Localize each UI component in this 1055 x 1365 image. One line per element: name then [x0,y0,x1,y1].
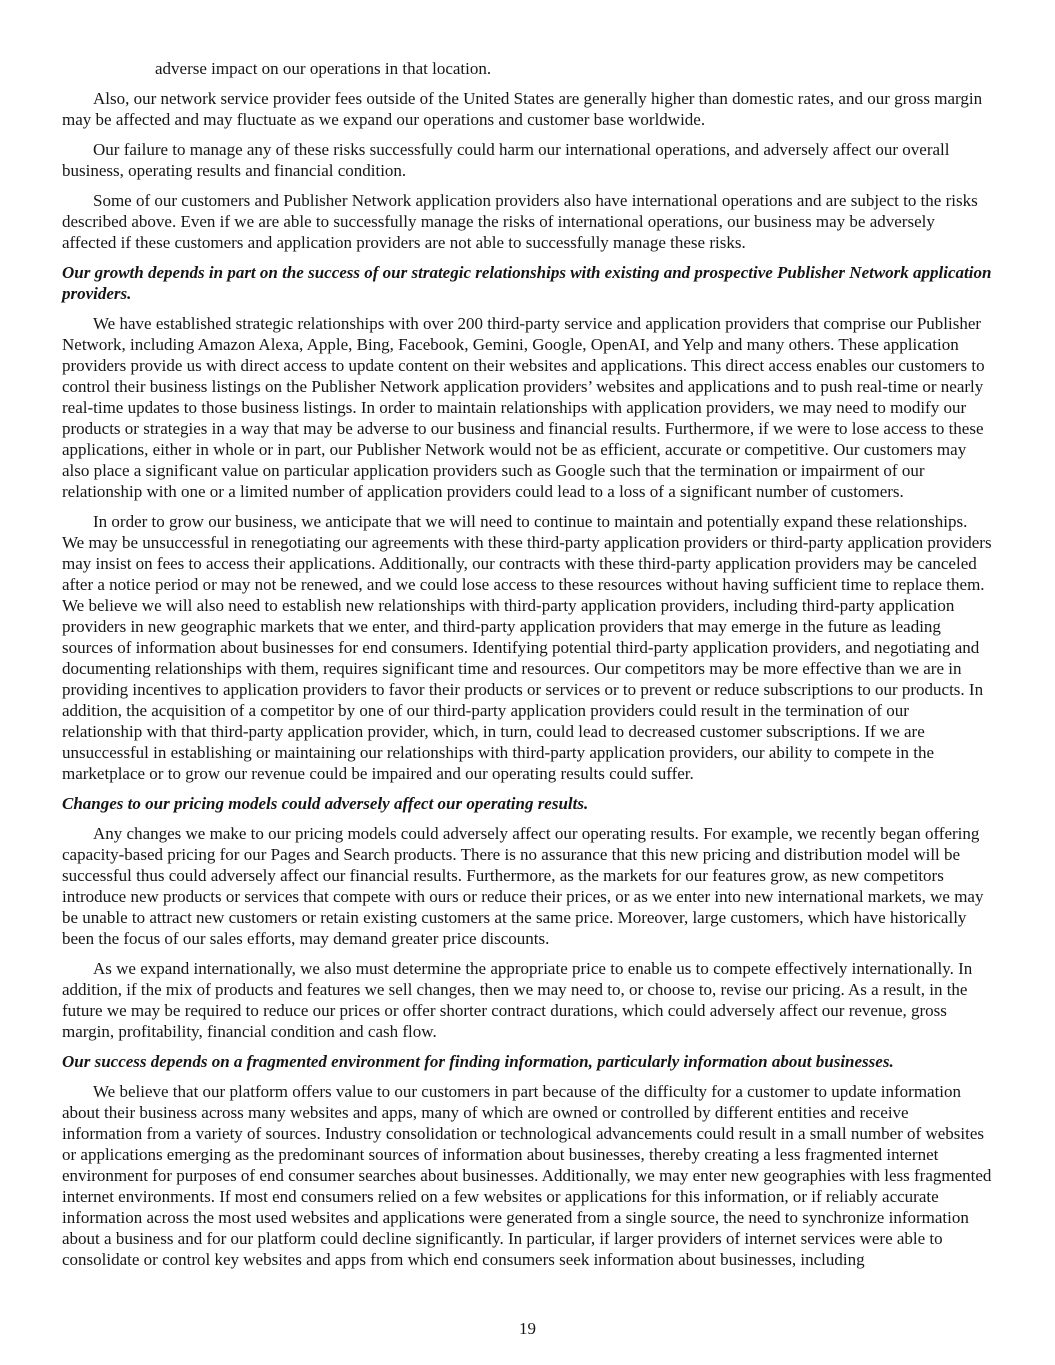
heading-growth-publisher-network: Our growth depends in part on the success of our strategic relationships with existing and prospective Publisher Network application providers. [62,263,992,303]
para-grow-business-relationships: In order to grow our business, we anticipate that we will need to continue to maintain and potentially expand these relationships. We may be unsuccessful in renegotiating our agreements with these third-party application providers or third-party application providers may insist on fees to access their applications. Additionally, our contracts with these third-party application providers may be canceled after a notice period or may not be renewed, and we could lose access to these resources without having sufficient time to replace them. We believe we will also need to establish new relationships with third-party application providers, including third-party application providers in new geographic markets that we enter, and third-party application providers that may emerge in the future as leading sources of information about businesses for end consumers. Identifying potential third-party application providers, and negotiating and documenting relationships with them, requires significant time and resources. Our competitors may be more effective than we are in providing incentives to application providers to favor their products or services or to prevent or reduce subscriptions to our products. In addition, the acquisition of a competitor by one of our third-party application providers could result in the termination of our relationship with that third-party application provider, which, in turn, could lead to decreased customer subscriptions. If we are unsuccessful in establishing or maintaining our relationships with third-party application providers, our ability to compete in the marketplace or to grow our revenue could be impaired and our operating results could suffer. [62,512,992,783]
para-intl-provider-fees: Also, our network service provider fees outside of the United States are generally higher than domestic rates, and our gross margin may be affected and may fluctuate as we expand our operations and customer base worldwide. [62,89,983,129]
para-failure-to-manage-risks: Our failure to manage any of these risks successfully could harm our international operations, and adversely affect our overall business, operating results and financial condition. [62,140,950,180]
para-pricing-changes: Any changes we make to our pricing models could adversely affect our operating results. For example, we recently began offering capacity-based pricing for our Pages and Search products. There is no assurance that this new pricing and distribution model will be successful thus could adversely affect our financial results. Furthermore, as the markets for our features grow, as new competitors introduce new products or services that compete with ours or reduce their prices, or as we enter into new international markets, we may be unable to attract new customers or retain existing customers at the same price. Moreover, large customers, which have historically been the focus of our sales efforts, may demand greater price discounts. [62,824,984,948]
para-expand-internationally: As we expand internationally, we also must determine the appropriate price to enable us to compete effectively internationally. In addition, if the mix of products and features we sell changes, then we may need to, or choose to, revise our pricing. As a result, in the future we may be required to reduce our prices or offer shorter contract durations, which could adversely affect our revenue, gross margin, profitability, financial condition and cash flow. [62,959,973,1041]
para-customers-intl-operations: Some of our customers and Publisher Network application providers also have international operations and are subject to the risks described above. Even if we are able to successfully manage the risks of international operations, our business may be adversely affected if these customers and application providers are not able to successfully manage these risks. [62,191,978,252]
para-strategic-relationships: We have established strategic relationships with over 200 third-party service and application providers that comprise our Publisher Network, including Amazon Alexa, Apple, Bing, Facebook, Gemini, Google, OpenAI, and Yelp and many others. These application providers provide us with direct access to update content on their websites and applications. This direct access enables our customers to control their business listings on the Publisher Network application providers’ websites and applications and to push real-time or nearly real-time updates to those business listings. In order to maintain relationships with application providers, we may need to modify our products or strategies in a way that may be adverse to our business and financial results. Furthermore, if we were to lose access to these applications, either in whole or in part, our Publisher Network would not be as efficient, accurate or competitive. Our customers may also place a significant value on particular application providers such as Google such that the termination or impairment of our relationship with one or a limited number of application providers could lead to a loss of a significant number of customers. [62,314,985,501]
para-platform-value-fragmentation: We believe that our platform offers value to our customers in part because of the difficulty for a customer to update information about their business across many websites and apps, many of which are owned or controlled by different entities and receive information from a variety of sources. Industry consolidation or technological advancements could result in a small number of websites or applications emerging as the predominant sources of information about businesses, thereby creating a less fragmented internet environment for purposes of end consumer searches about businesses. Additionally, we may enter new geographies with less fragmented internet environments. If most end consumers relied on a few websites or applications for this information, or if reliably accurate information across the most used websites and applications were generated from a single source, the need to synchronize information about a business and for our platform could decline significantly. In particular, if larger providers of internet services were able to consolidate or control key websites and apps from which end consumers seek information about businesses, including [62,1082,992,1269]
heading-pricing-models: Changes to our pricing models could adversely affect our operating results. [62,794,589,813]
heading-fragmented-environment: Our success depends on a fragmented environment for finding information, particularly information about businesses. [62,1052,894,1071]
page-number: 19 [519,1319,536,1338]
continuation-text: adverse impact on our operations in that location. [155,59,492,78]
